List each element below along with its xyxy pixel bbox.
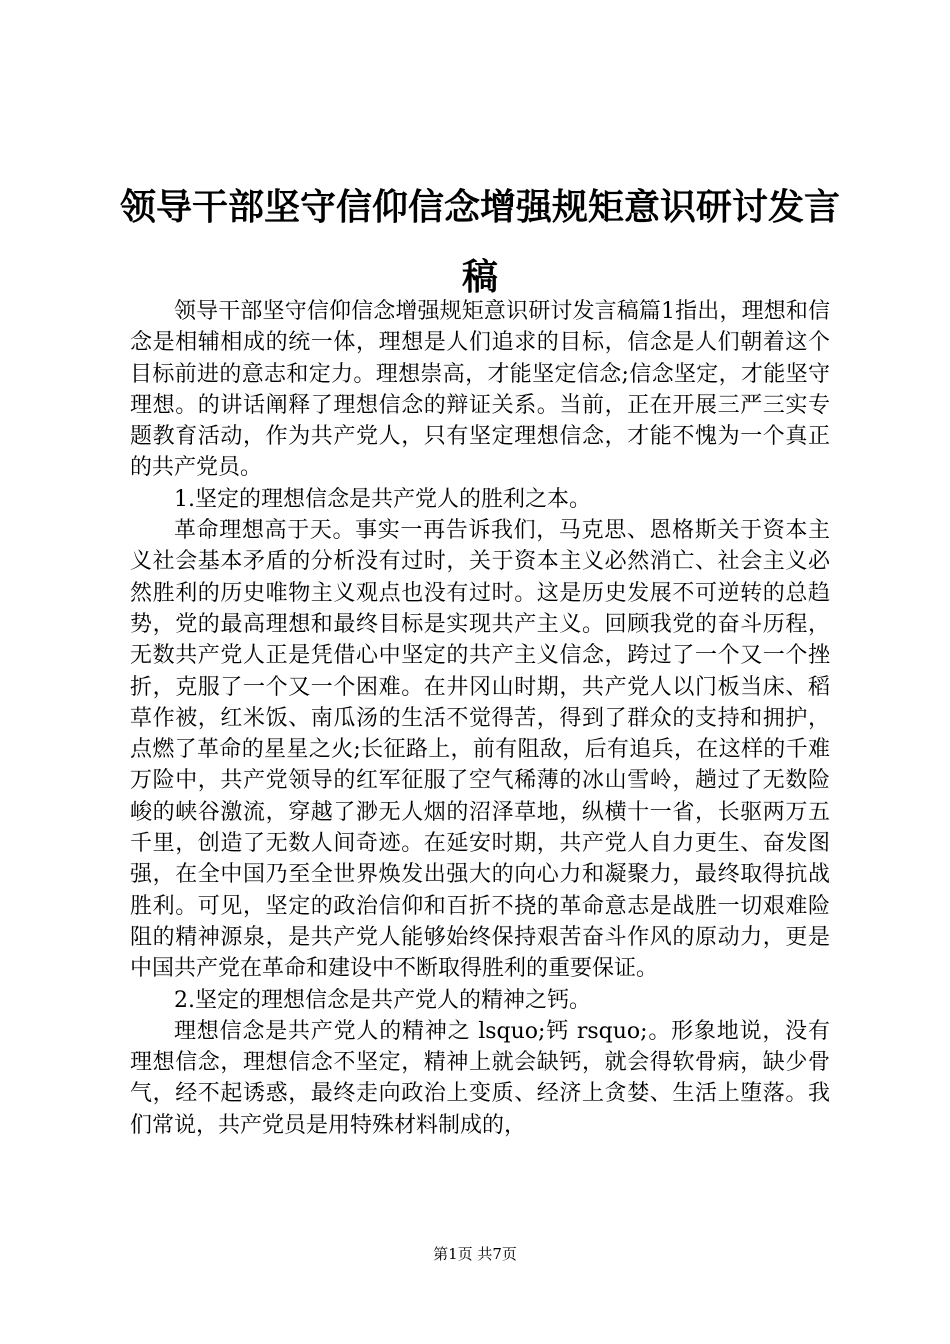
paragraph-intro: 领导干部坚守信仰信念增强规矩意识研讨发言稿篇1指出，理想和信念是相辅相成的统一体，理想是人们追求的目标，信念是人们朝着这个目标前进的意志和定力。理想崇高，才能坚定信念;信念坚定，才能坚守理想。的讲话阐释了理想信念的辩证关系。当前，正在开展三严三实专题教育活动，作为共产党人，只有坚定理想信念，才能不愧为一个真正的共产党员。 <box>130 299 830 481</box>
page-number-footer: 第1页 共7页 <box>433 1245 517 1263</box>
section-heading-1: 1.坚定的理想信念是共产党人的胜利之本。 <box>174 486 591 512</box>
paragraph-section-2: 理想信念是共产党人的精神之 lsquo;钙 rsquo;。形象地说，没有理想信念，理想信念不坚定，精神上就会缺钙，就会得软骨病，缺少骨气，经不起诱惑，最终走向政治上变质、经济上贪婪、生活上堕落。我们常说，共产党员是用特殊材料制成的， <box>130 1018 830 1138</box>
document-body <box>130 296 830 1141</box>
document-title: 领导干部坚守信仰信念增强规矩意识研讨发言稿 <box>119 186 840 298</box>
section-heading-2: 2.坚定的理想信念是共产党人的精神之钙。 <box>174 987 591 1013</box>
paragraph-section-1: 革命理想高于天。事实一再告诉我们，马克思、恩格斯关于资本主义社会基本矛盾的分析没有过时，关于资本主义必然消亡、社会主义必然胜利的历史唯物主义观点也没有过时。这是历史发展不可逆转的总趋势，党的最高理想和最终目标是实现共产主义。回顾我党的奋斗历程，无数共产党人正是凭借心中坚定的共产主义信念，跨过了一个又一个挫折，克服了一个又一个困难。在井冈山时期，共产党人以门板当床、稻草作被，红米饭、南瓜汤的生活不觉得苦，得到了群众的支持和拥护，点燃了革命的星星之火;长征路上，前有阻敌，后有追兵，在这样的千难万险中，共产党领导的红军征服了空气稀薄的冰山雪岭，趟过了无数险峻的峡谷激流，穿越了渺无人烟的沼泽草地，纵横十一省，长驱两万五千里，创造了无数人间奇迹。在延安时期，共产党人自力更生、奋发图强，在全中国乃至全世界焕发出强大的向心力和凝聚力，最终取得抗战胜利。可见，坚定的政治信仰和百折不挠的革命意志是战胜一切艰难险阻的精神源泉，是共产党人能够始终保持艰苦奋斗作风的原动力，更是中国共产党在革命和建设中不断取得胜利的重要保证。 <box>130 518 830 982</box>
